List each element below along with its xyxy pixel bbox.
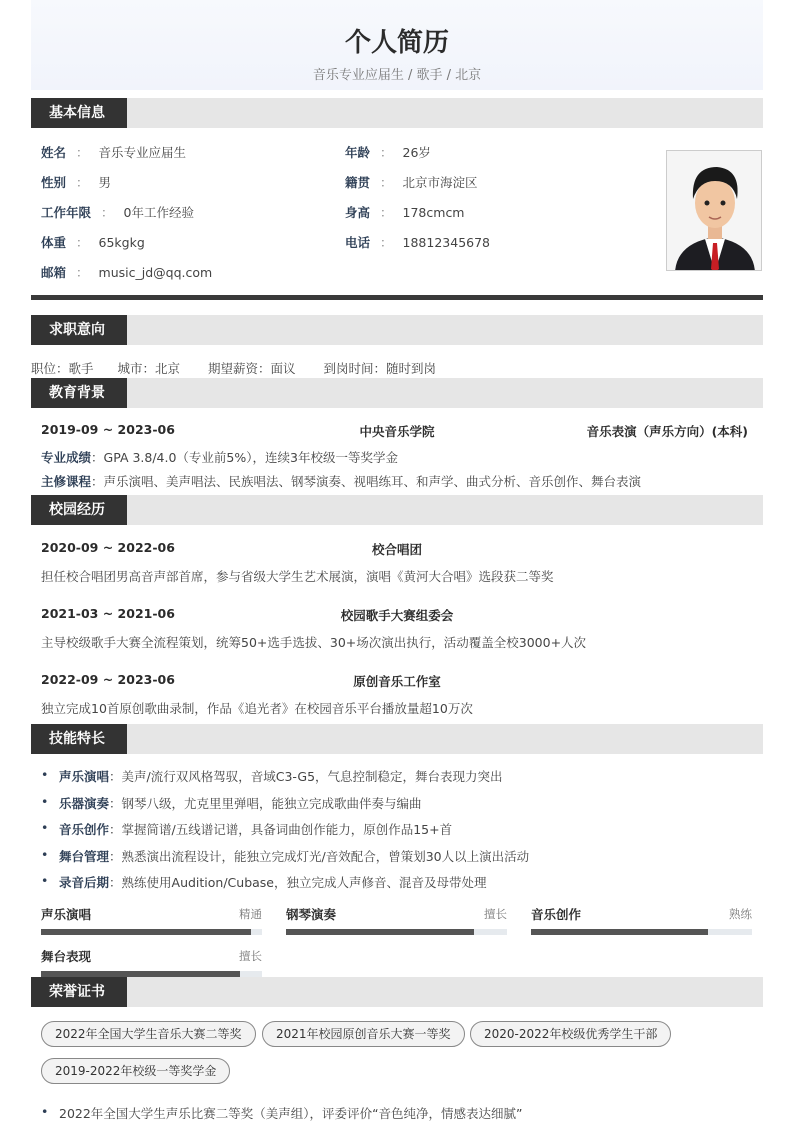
honor-item: • 2022年全国大学生声乐比赛二等奖（美声组），评委评价“音色纯净，情感表达细腻” [59, 1104, 523, 1122]
basic-field: 身高 ： 178cmcm [345, 205, 465, 220]
skill-bar-label: 音乐创作 [531, 907, 582, 922]
campus-period: 2021-03 ~ 2021-06 [41, 606, 175, 621]
skill-bar-track [531, 929, 752, 935]
campus-period: 2020-09 ~ 2022-06 [41, 540, 175, 555]
intent-row [31, 359, 436, 377]
skill-bar-level: 精通 [239, 907, 262, 921]
edu-courses: 主修课程：声乐演唱、美声唱法、民族唱法、钢琴演奏、视唱练耳、和声学、曲式分析、音乐创作、舞台表演 [41, 474, 642, 489]
basic-field: 电话 ： 18812345678 [345, 235, 491, 250]
skill-bar-fill [41, 929, 251, 935]
campus-org: 原创音乐工作室 [353, 674, 441, 689]
section-title: 教育背景 [31, 378, 127, 408]
skill-bar-level: 熟练 [729, 907, 752, 921]
skill-item: • 声乐演唱：美声/流行双风格驾驭，音域C3-G5，气息控制稳定，舞台表现力突出 [59, 767, 503, 785]
skill-bar-track [286, 929, 507, 935]
intent-salary: 期望薪资：面议 [208, 361, 296, 376]
skill-bar-label: 钢琴演奏 [286, 907, 337, 922]
section-education [31, 378, 763, 408]
section-basic-info [31, 98, 763, 128]
section-title: 荣誉证书 [31, 977, 127, 1007]
skill-bar-fill [531, 929, 708, 935]
skill-bar-fill [286, 929, 474, 935]
section-title: 校园经历 [31, 495, 127, 525]
basic-field: 籍贯 ： 北京市海淀区 [345, 175, 478, 190]
page-title: 个人简历 [344, 28, 449, 58]
skill-item: • 音乐创作：掌握简谱/五线谱记谱，具备词曲创作能力，原创作品15+首 [59, 820, 452, 838]
campus-desc: 担任校合唱团男高音声部首席，参与省级大学生艺术展演，演唱《黄河大合唱》选段获二等奖 [41, 569, 554, 584]
section-skills [31, 724, 763, 754]
basic-field: 姓名 ： 音乐专业应届生 [41, 145, 187, 160]
skill-item: • 舞台管理：熟悉演出流程设计，能独立完成灯光/音效配合，曾策划30人以上演出活动 [59, 847, 529, 865]
honor-tag: 2021年校园原创音乐大赛一等奖 [262, 1021, 465, 1047]
avatar [666, 150, 762, 271]
section-title: 基本信息 [31, 98, 127, 128]
skill-bar-level: 擅长 [484, 907, 507, 921]
skill-bar-track [41, 929, 262, 935]
campus-desc: 主导校级歌手大赛全流程策划，统筹50+选手选拔、30+场次演出执行，活动覆盖全校3000+人次 [41, 635, 587, 650]
page-subtitle: 音乐专业应届生 / 歌手 / 北京 [312, 68, 482, 83]
basic-field: 邮箱 ： music_jd@qq.com [41, 265, 213, 280]
honor-tag: 2022年全国大学生音乐大赛二等奖 [41, 1021, 256, 1047]
section-job-intent [31, 315, 763, 345]
basic-field: 性别 ： 男 [41, 175, 112, 190]
skill-bar-level: 擅长 [239, 949, 262, 963]
divider [31, 295, 763, 300]
basic-field: 年龄 ： 26岁 [345, 145, 431, 160]
honor-tag: 2019-2022年校级一等奖学金 [41, 1058, 230, 1084]
edu-school: 中央音乐学院 [359, 424, 435, 439]
section-campus [31, 495, 763, 525]
section-honors [31, 977, 763, 1007]
campus-org: 校园歌手大赛组委会 [340, 608, 454, 623]
basic-field: 工作年限 ： 0年工作经验 [41, 205, 194, 220]
section-title: 求职意向 [31, 315, 127, 345]
edu-major: 音乐表演（声乐方向）(本科) [586, 424, 748, 439]
campus-desc: 独立完成10首原创歌曲录制，作品《追光者》在校园音乐平台播放量超10万次 [41, 701, 473, 716]
edu-period: 2019-09 ~ 2023-06 [41, 422, 175, 437]
intent-city: 城市：北京 [117, 361, 181, 376]
honor-tag: 2020-2022年校级优秀学生干部 [470, 1021, 671, 1047]
intent-start: 到岗时间：随时到岗 [323, 361, 437, 376]
skill-item: • 乐器演奏：钢琴八级，尤克里里弹唱，能独立完成歌曲伴奏与编曲 [59, 794, 422, 812]
intent-position: 职位：歌手 [31, 361, 94, 376]
edu-grades: 专业成绩：GPA 3.8/4.0（专业前5%），连续3年校级一等奖学金 [41, 450, 398, 465]
basic-field: 体重 ： 65kgkg [41, 235, 145, 250]
section-title: 技能特长 [31, 724, 127, 754]
skill-bar-label: 声乐演唱 [41, 907, 92, 922]
skill-item: • 录音后期：熟练使用Audition/Cubase，独立完成人声修音、混音及母带处理 [59, 873, 487, 891]
campus-org: 校合唱团 [371, 542, 422, 557]
skill-bar-label: 舞台表现 [41, 949, 92, 964]
campus-period: 2022-09 ~ 2023-06 [41, 672, 175, 687]
